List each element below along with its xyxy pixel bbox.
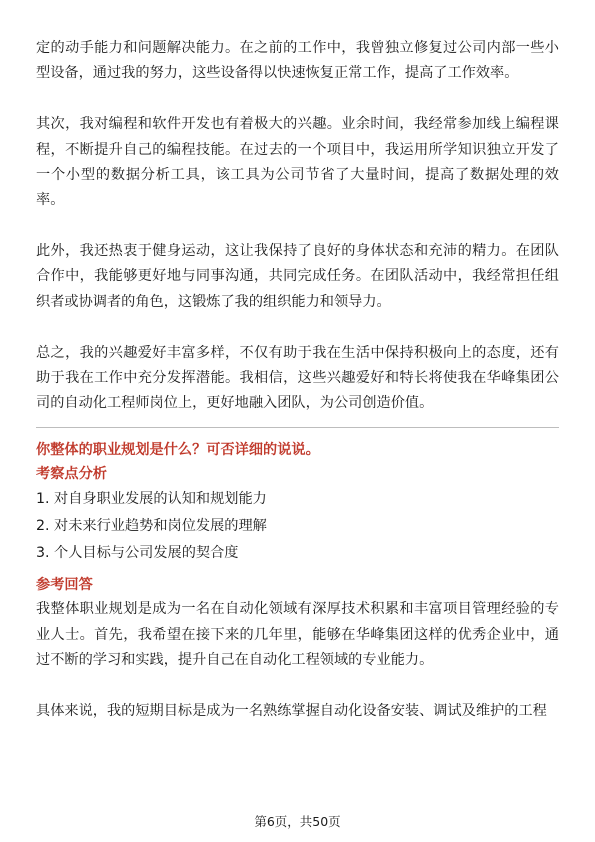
analysis-item: 1. 对自身职业发展的认知和规划能力 xyxy=(36,491,267,508)
paragraph-summary: 总之，我的兴趣爱好丰富多样，不仅有助于我在生活中保持积极向上的态度，还有助于我在工作中充分发挥潜能。我相信，这些兴趣爱好和特长将使我在华峰集团公司的自动化工程师岗位上，更好地融入团队，为公司创造价值。 xyxy=(36,344,559,412)
paragraph-programming: 其次，我对编程和软件开发也有着极大的兴趣。业余时间，我经常参加线上编程课程，不断提升自己的编程技能。在过去的一个项目中，我运用所学知识独立开发了一个小型的数据分析工具，该工具为公司节省了大量时间，提高了数据处理的效率。 xyxy=(36,116,559,209)
answer-paragraph: 具体来说，我的短期目标是成为一名熟练掌握自动化设备安装、调试及维护的工程 xyxy=(36,703,547,720)
paragraph-fitness: 此外，我还热衷于健身运动，这让我保持了良好的身体状态和充沛的精力。在团队合作中，我能够更好地与同事沟通，共同完成任务。在团队活动中，我经常担任组织者或协调者的角色，这锻炼了我的组织能力和领导力。 xyxy=(36,243,559,310)
answer-heading: 参考回答 xyxy=(36,577,93,594)
answer-paragraph: 我整体职业规划是成为一名在自动化领域有深厚技术积累和丰富项目管理经验的专业人士。首先，我希望在接下来的几年里，能够在华峰集团这样的优秀企业中，通过不断的学习和实践，提升自己在自动化工程领域的专业能力。 xyxy=(36,601,559,668)
page-content xyxy=(36,36,559,724)
question-title: 你整体的职业规划是什么？可否详细的说说。 xyxy=(36,442,320,459)
paragraph-hands-on: 定的动手能力和问题解决能力。在之前的工作中，我曾独立修复过公司内部一些小型设备，通过我的努力，这些设备得以快速恢复正常工作，提高了工作效率。 xyxy=(36,40,559,82)
analysis-item: 2. 对未来行业趋势和岗位发展的理解 xyxy=(36,518,267,535)
analysis-item: 3. 个人目标与公司发展的契合度 xyxy=(36,545,239,562)
page-number: 第6页，共50页 xyxy=(254,814,341,829)
section-divider xyxy=(36,427,559,428)
analysis-heading: 考察点分析 xyxy=(36,466,107,483)
analysis-list xyxy=(36,486,559,567)
